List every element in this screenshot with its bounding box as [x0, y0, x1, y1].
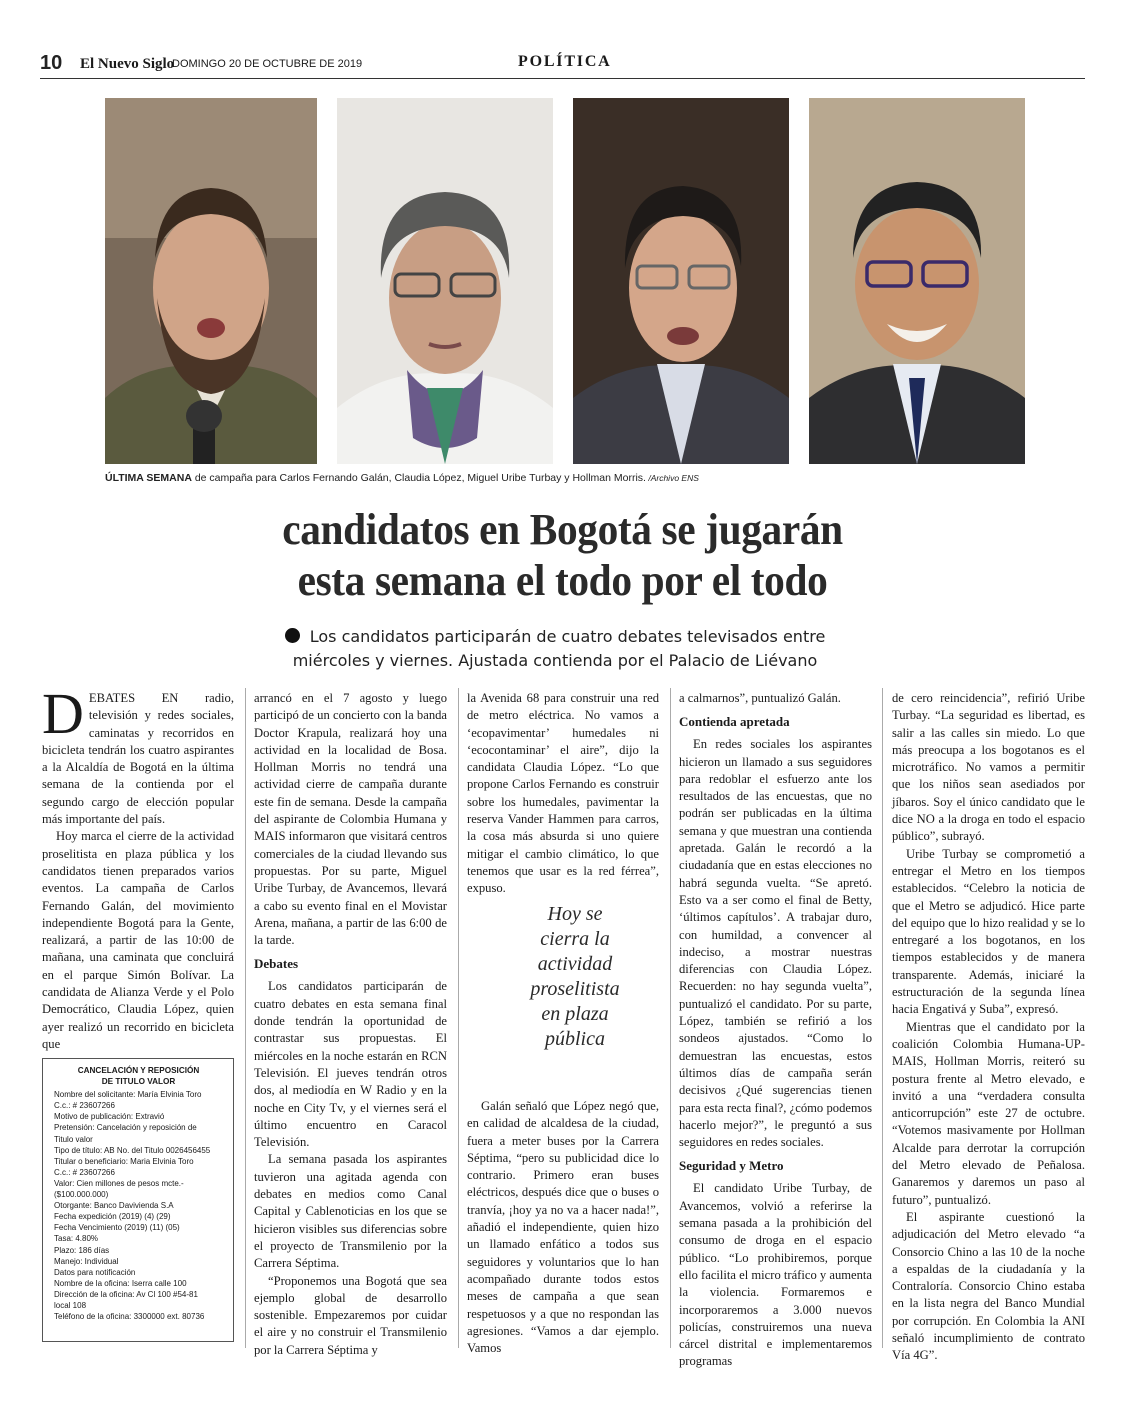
photo-lopez	[337, 98, 553, 464]
article-column-4	[679, 690, 872, 1371]
legal-notice-box	[42, 1058, 234, 1342]
headline-line-1: candidatos en Bogotá se jugarán	[282, 505, 843, 554]
article-paragraph: a calmarnos”, puntualizó Galán.	[679, 691, 841, 705]
legal-notice-title: CANCELACIÓN Y REPOSICIÓN DE TITULO VALOR	[77, 1066, 200, 1087]
article-paragraph: La semana pasada los aspirantes tuvieron una agitada agenda con debates en medios como Canal Capital y Cablenoticias en los que se hicieron visibles sus diferencias sobre el proyecto de Transmilenio por la Carrera Séptima.	[254, 1152, 447, 1271]
legal-line: Teléfono de la oficina: 3300000 ext. 80736	[54, 1312, 205, 1322]
legal-line: Manejo: Individual	[54, 1256, 119, 1266]
legal-line: Titulo valor	[54, 1134, 93, 1144]
photo-galan	[105, 98, 317, 464]
article-paragraph: DEBATES EN radio, televisión y redes sociales, caminatas y recorridos en bicicleta tendrán los cuatro aspirantes a la Alcaldía de Bogotá en la última semana de la contienda por el segundo cargo de elección popular más importante del país.	[42, 681, 234, 827]
caption-lead: ÚLTIMA SEMANA	[105, 472, 192, 484]
bullet-icon	[285, 628, 300, 643]
article-paragraph: de cero reincidencia”, refirió Uribe Turbay. “La seguridad es libertad, es salir a las calles sin miedo. Lo que más preocupa a los bogotanos es el microtráfico. No vamos a permitir que los niños sean asediados por jíbaros. Soy el único candidato que le dice NO a la droga en todo el espacio público”, subrayó.	[892, 691, 1085, 844]
article-column-1	[42, 681, 234, 1053]
legal-line: ($100.000.000)	[54, 1190, 109, 1200]
legal-line: C.c.: # 23607266	[54, 1167, 115, 1177]
legal-line: Valor: Cien millones de pesos mcte.-	[54, 1178, 184, 1188]
subheadline	[230, 625, 880, 673]
article-paragraph: arrancó en el 7 agosto y luego participó de un concierto con la banda Doctor Krapula, realizará hoy una actividad en la localidad de Bosa. Hollman Morris no tendrá una actividad cierre de campaña durante este fin de semana. Desde la campaña del aspirante de Colombia Humana y MAIS informaron que visitará centros comerciales de la ciudad llevando sus propuestas. Por su parte, Miguel Uribe Turbay, de Avancemos, llevará a cabo su evento final en el Movistar Arena, mañana, a partir de las 6:00 de la tarde.	[254, 691, 447, 948]
article-column-5	[892, 690, 1085, 1365]
legal-line: Motivo de publicación: Extravió	[54, 1112, 165, 1122]
subheading-debates: Debates	[254, 956, 299, 972]
column-divider	[245, 688, 246, 1348]
lead-smallcaps: EBATES EN	[88, 691, 179, 705]
legal-line: Nombre de la oficina: Iserra calle 100	[54, 1278, 187, 1288]
subheading-seguridad: Seguridad y Metro	[679, 1158, 784, 1174]
article-paragraph: la Avenida 68 para construir una red de metro eléctrica. No vamos a ‘ecopavimentar’ humedales ni ‘ecocontaminar’ el aire”, dijo la candidata Claudia López. “Lo que propone Carlos Fernando es construir sobre los humedales, pavimentar la reserva Vander Hammen para carros, la cosa más absurda si uno quiere mitigar el cambio climático, lo que tenemos que usar es la red férrea”, expuso.	[467, 691, 659, 896]
legal-line: Datos para notificación	[54, 1267, 136, 1277]
legal-line: Otorgante: Banco Davivienda S.A	[54, 1201, 174, 1211]
legal-line: Pretensión: Cancelación y reposición de	[54, 1123, 197, 1133]
caption-credit: /Archivo ENS	[645, 473, 699, 483]
article-paragraph: En redes sociales los aspirantes hicieron un llamado a sus seguidores para redoblar el esfuerzo ante los resultados de las encuestas, que no podrán ser publicadas en la última semana y que muestran una contienda apretada. Galán le recordó a la ciudadanía que en estas elecciones no habrá segunda vuelta. “Se apretó. Esto va a ser como el final de Betty, ‘últimos capítulos’. A trabajar duro, con humildad, a convencer al indeciso, a mostrar nuestras diferencias con Claudia López. Recuerden: no hay segunda vuelta”, puntualizó el candidato. Por su parte, López, también se refirió a los sondeos ajustados. “Como lo demuestran las encuestas, estos últimos días de campaña serán decisivos ¿Qué sugerencias tienen para esta recta final?, ¿cómo podemos hacerlo mejor?”, le preguntó a sus seguidores en redes sociales.	[679, 737, 872, 1150]
column-divider	[670, 688, 671, 1348]
article-paragraph: Los candidatos participarán de cuatro debates en esta semana final donde tendrán la oportunidad de contrastar sus propuestas. El miércoles en la noche estarán en RCN Televisión. El jueves tendrán otros dos, al mediodía en W Radio y en la noche en City Tv, y el viernes será el último encuentro en Caracol Televisión.	[254, 979, 447, 1150]
article-paragraph: Galán señaló que López negó que, en calidad de alcaldesa de la ciudad, fuera a meter buses por la Carrera Séptima, “pero su publicidad dice lo contrario. Primero eran buses eléctricos, después dice que o buses o tranvía, ¡hoy ya no va a hacer nada!”, añadió el independiente, quien hizo un llamado enfático a todos sus seguidores y voluntarios que lo han acompañado durante todos estos meses de campaña a que sean respetuosos y a que no respondan las agresiones. “Vamos a dar ejemplo. Vamos	[467, 1099, 659, 1356]
masthead-logo: El Nuevo Siglo	[80, 56, 175, 72]
article-paragraph: Uribe Turbay se comprometió a entregar el Metro en los tiempos establecidos. “Celebro la noticia de que el Metro se adjudicó. Hice parte del equipo que lo hizo realidad y se lo entregaré a los bogotanos, en los tiempos establecidos y de manera transparente. Además, iniciaré la estructuración de la segunda línea hacia Engativá y Suba”, expresó.	[892, 846, 1085, 1017]
article-paragraph: Mientras que el candidato por la coalición Colombia Humana-UP-MAIS, Hollman Morris, reiteró su postura frente al Metro elevado, e invitó a una “verdadera consulta anticorrupción” este 27 de octubre. “Votemos masivamente por Hollman Alcalde para derrotar la corrupción del Metro elevado de Peñalosa. Ganaremos y daremos un paso al futuro”, puntualizó.	[892, 1019, 1085, 1207]
legal-line: Fecha expedición (2019) (4) (29)	[54, 1212, 171, 1222]
article-paragraph: Hoy marca el cierre de la actividad proselitista en plaza pública y los candidatos tienen preparados varios eventos. La campaña de Carlos Fernando Galán, del movimiento independiente Bogotá para la Gente, realizará, a partir de las 10:00 de mañana, una caminata que concluirá en el parque Simón Bolívar. La candidata de Alianza Verde y el Polo Democrático, Claudia López, quien ayer realizó un recorrido en bicicleta que	[42, 829, 234, 1051]
subhead-line-1: Los candidatos participarán de cuatro debates televisados entre	[309, 627, 826, 646]
legal-line: Tipo de título: AB No. del Titulo 0026456455	[54, 1145, 211, 1155]
article-paragraph: “Proponemos una Bogotá que sea ejemplo global de desarrollo sostenible. Empezaremos por cuidar el aire y no construir el Transmilenio por la Carrera Séptima y	[254, 1273, 447, 1357]
article-paragraph: El candidato Uribe Turbay, de Avancemos, volvió a referirse la semana pasada a la prohibición del consumo de droga en el espacio público. “Lo prohibiremos, porque ello facilita el micro tráfico y aumenta la violencia. Formaremos e incorporaremos a 3.000 nuevos policías, construiremos una nueva cárcel distrital e implementaremos programas	[679, 1181, 873, 1369]
article-column-3b	[467, 1098, 659, 1357]
article-column-3a	[467, 690, 659, 898]
photo-uribe	[573, 98, 789, 464]
article-paragraph: El aspirante cuestionó la adjudicación del Metro elevado “a Consorcio Chino a las 10 de la noche a espaldas de la ciudadanía y la Contraloría. Consorcio Chino estaba en la lista negra del Banco Mundial por corrupción. En Colombia la ANI señaló incumplimiento de contrato Vía 4G”.	[892, 1209, 1085, 1363]
subheading-contienda: Contienda apretada	[679, 714, 790, 730]
legal-line: Dirección de la oficina: Av Cl 100 #54-81	[54, 1289, 198, 1299]
headline	[90, 504, 1035, 606]
subhead-line-2: miércoles y viernes. Ajustada contienda por el Palacio de Liévano	[292, 651, 818, 670]
headline-line-2: esta semana el todo por el todo	[297, 556, 828, 605]
photo-caption	[105, 472, 1025, 484]
legal-line: Fecha Vencimiento (2019) (11) (05)	[54, 1223, 180, 1233]
article-column-2	[254, 690, 447, 1359]
page-number: 10	[40, 52, 63, 74]
issue-date: DOMINGO 20 DE OCTUBRE DE 2019	[172, 58, 363, 70]
legal-line: Tasa: 4.80%	[54, 1234, 99, 1244]
page-header	[40, 52, 1085, 79]
legal-line: Titular o beneficiario: Maria Elvinia Toro	[54, 1156, 194, 1166]
column-divider	[458, 688, 459, 1348]
legal-line: C.c.: # 23607266	[54, 1101, 115, 1111]
section-title: POLÍTICA	[518, 53, 612, 70]
pull-quote: Hoy se cierra la actividad proselitista en plaza pública	[530, 903, 620, 1050]
caption-text: de campaña para Carlos Fernando Galán, Claudia López, Miguel Uribe Turbay y Hollman Morris.	[191, 472, 646, 484]
column-divider	[882, 688, 883, 1348]
legal-line: Plazo: 186 días	[54, 1245, 110, 1255]
legal-line: Nombre del solicitante: María Elvinia Toro	[54, 1090, 202, 1100]
legal-line: local 108	[54, 1300, 87, 1310]
photo-morris	[809, 98, 1025, 464]
drop-cap: D	[42, 681, 84, 746]
